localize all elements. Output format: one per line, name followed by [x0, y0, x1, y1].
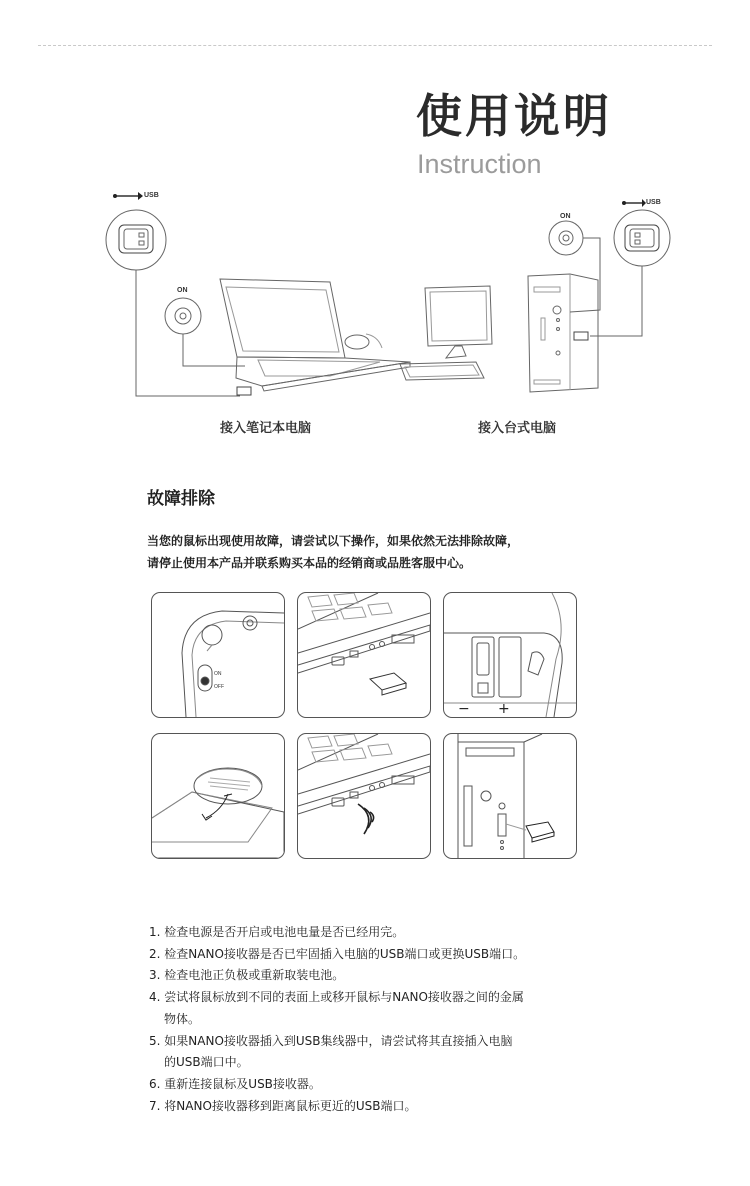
usb-receiver-zoom-left	[106, 210, 166, 270]
list-item: 5. 如果NANO接收器插入到USB集线器中，请尝试将其直接插入电脑 的USB端口中。	[149, 1033, 513, 1070]
panel-laptop-signal	[297, 733, 431, 859]
panel-desktop-receiver	[443, 733, 577, 859]
switch-off-label: OFF	[214, 684, 224, 690]
usb-receiver-zoom-right	[614, 210, 670, 266]
switch-on-label: ON	[214, 671, 222, 677]
list-item: 3. 检查电池正负极或重新取装电池。	[149, 968, 345, 983]
battery-plus-label: +	[498, 701, 510, 717]
troubleshoot-steps	[149, 922, 589, 1117]
list-item: 2. 检查NANO接收器是否已牢固插入电脑的USB端口或更换USB端口。	[149, 946, 526, 961]
on-label-desktop: ON	[560, 213, 571, 220]
list-item: 6. 重新连接鼠标及USB接收器。	[149, 1076, 321, 1091]
intro-line-2: 请停止使用本产品并联系购买本品的经销商或品胜客服中心。	[147, 556, 472, 570]
troubleshoot-intro	[147, 530, 617, 574]
panel-mouse-surface	[151, 733, 285, 859]
on-label-laptop: ON	[177, 287, 188, 294]
battery-minus-label: −	[458, 701, 470, 717]
mouse-illustration	[345, 335, 369, 349]
panel-battery-compartment	[443, 592, 577, 718]
caption-desktop: 接入台式电脑	[478, 421, 557, 436]
section-title-troubleshoot: 故障排除	[147, 489, 215, 509]
caption-laptop: 接入笔记本电脑	[220, 421, 312, 436]
page-title: 使用说明	[416, 89, 612, 143]
connection-diagram	[0, 0, 750, 460]
list-item: 7. 将NANO接收器移到距离鼠标更近的USB端口。	[149, 1098, 417, 1113]
usb-label-left: USB	[144, 192, 159, 199]
list-item: 4. 尝试将鼠标放到不同的表面上或移开鼠标与NANO接收器之间的金属 物体。	[149, 990, 524, 1026]
panel-mouse-power-switch	[151, 592, 285, 718]
power-switch-zoom-laptop	[165, 298, 201, 334]
panel-laptop-receiver	[297, 592, 431, 718]
usb-label-right: USB	[646, 199, 661, 206]
power-switch-zoom-desktop	[549, 221, 583, 255]
monitor-illustration	[425, 286, 492, 346]
list-item: 1. 检查电源是否开启或电池电量是否已经用完。	[149, 925, 405, 939]
usb-symbol-icon	[113, 192, 646, 207]
page-subtitle: Instruction	[417, 149, 542, 179]
intro-line-1: 当您的鼠标出现使用故障，请尝试以下操作，如果依然无法排除故障，	[147, 534, 520, 548]
